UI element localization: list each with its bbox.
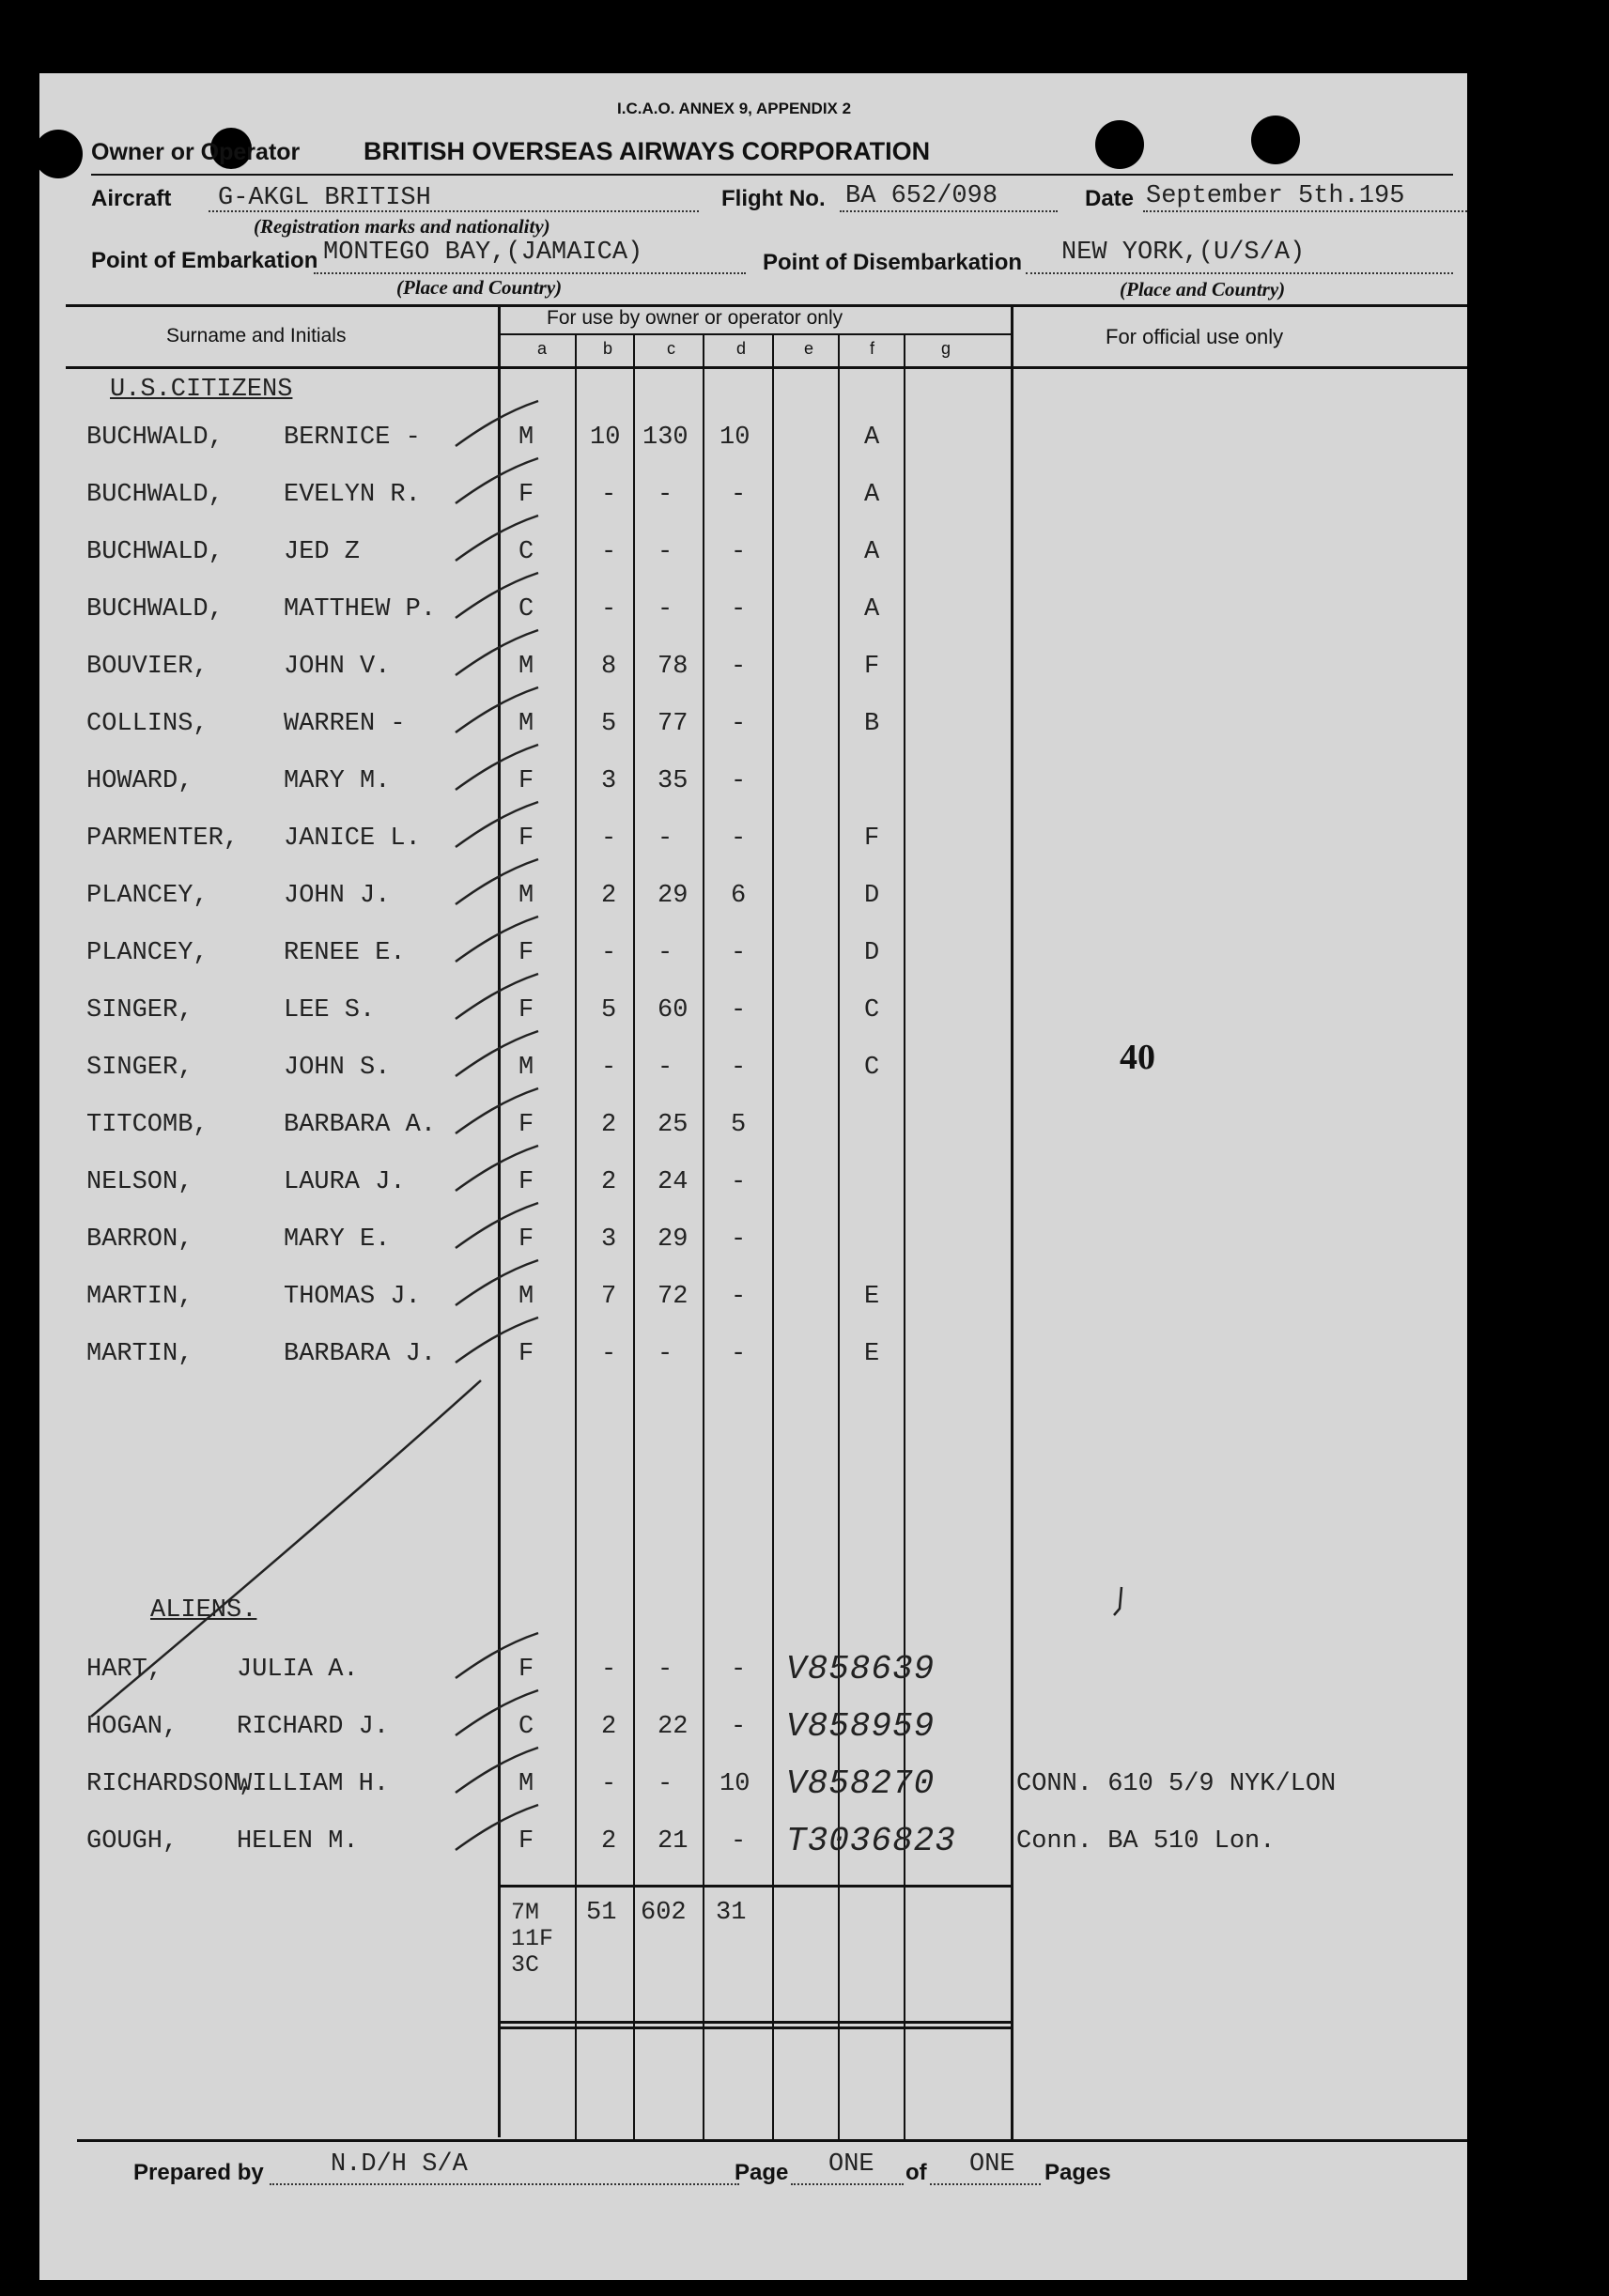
col-b-cell: - bbox=[601, 939, 617, 967]
surname-cell: MARTIN, bbox=[86, 1283, 193, 1311]
given-name-cell: RENEE E. bbox=[284, 939, 406, 967]
col-f-cell: A bbox=[864, 424, 880, 452]
totals-rule bbox=[498, 1885, 1013, 1888]
col-c-cell: 24 bbox=[658, 1168, 688, 1196]
total-d: 31 bbox=[716, 1899, 747, 1927]
surname-cell: BARRON, bbox=[86, 1225, 193, 1254]
footer-rule bbox=[77, 2139, 1467, 2142]
connection-note: Conn. BA 510 Lon. bbox=[1016, 1827, 1276, 1856]
given-name-cell: BARBARA A. bbox=[284, 1111, 437, 1139]
alien-row bbox=[39, 1764, 1467, 1808]
surname-cell: PLANCEY, bbox=[86, 882, 209, 910]
column-letter-c: c bbox=[667, 339, 675, 358]
sex-cell: F bbox=[518, 1225, 534, 1254]
column-letter-g: g bbox=[941, 339, 951, 358]
date-value: September 5th.195 bbox=[1146, 182, 1405, 210]
col-c-cell: - bbox=[658, 1656, 673, 1684]
dotted-line bbox=[791, 2183, 904, 2185]
surname-cell: PLANCEY, bbox=[86, 939, 209, 967]
check-mark bbox=[448, 512, 542, 568]
surname-cell: BOUVIER, bbox=[86, 653, 209, 681]
given-name-cell: BARBARA J. bbox=[284, 1340, 437, 1368]
col-owner-group: For use by owner or operator only bbox=[547, 307, 843, 329]
col-d-cell: - bbox=[731, 939, 747, 967]
given-name-cell: LAURA J. bbox=[284, 1168, 406, 1196]
check-mark bbox=[448, 626, 542, 683]
sex-cell: M bbox=[518, 710, 534, 738]
col-c-cell: - bbox=[658, 538, 673, 566]
col-c-cell: 60 bbox=[658, 996, 688, 1025]
check-mark bbox=[448, 913, 542, 969]
check-mark bbox=[448, 1199, 542, 1256]
col-b-cell: 2 bbox=[601, 1168, 617, 1196]
col-b-cell: - bbox=[601, 824, 617, 853]
sex-cell: C bbox=[518, 1713, 534, 1741]
col-b-cell: - bbox=[601, 1770, 617, 1798]
sex-cell: F bbox=[518, 1111, 534, 1139]
col-d-cell: - bbox=[731, 824, 747, 853]
date-label: Date bbox=[1085, 186, 1135, 211]
citizen-row bbox=[39, 1283, 1467, 1320]
col-f-cell: C bbox=[864, 996, 880, 1025]
citizen-row bbox=[39, 1225, 1467, 1263]
sex-cell: F bbox=[518, 1168, 534, 1196]
citizen-row bbox=[39, 710, 1467, 747]
check-mark bbox=[448, 970, 542, 1026]
check-mark bbox=[448, 1027, 542, 1084]
total-a-child: 3C bbox=[511, 1951, 540, 1979]
surname-cell: HOWARD, bbox=[86, 767, 193, 795]
aircraft-caption: (Registration marks and nationality) bbox=[254, 215, 550, 238]
sex-cell: F bbox=[518, 824, 534, 853]
col-d-cell: - bbox=[731, 1656, 747, 1684]
given-name-cell: JOHN J. bbox=[284, 882, 391, 910]
given-name-cell: BERNICE - bbox=[284, 424, 421, 452]
col-c-cell: 130 bbox=[642, 424, 688, 452]
citizen-row bbox=[39, 424, 1467, 461]
surname-cell: BUCHWALD, bbox=[86, 538, 224, 566]
dotted-line bbox=[270, 2183, 739, 2185]
col-c-cell: 78 bbox=[658, 653, 688, 681]
col-d-cell: - bbox=[731, 1054, 747, 1082]
col-f-cell: A bbox=[864, 538, 880, 566]
surname-cell: BUCHWALD, bbox=[86, 481, 224, 509]
column-letter-a: a bbox=[537, 339, 548, 358]
sex-cell: F bbox=[518, 1340, 534, 1368]
col-f-cell: A bbox=[864, 595, 880, 624]
col-b-cell: 2 bbox=[601, 1713, 617, 1741]
surname-cell: MARTIN, bbox=[86, 1340, 193, 1368]
citizen-row bbox=[39, 653, 1467, 690]
rule bbox=[91, 174, 1453, 176]
given-name-cell: MATTHEW P. bbox=[284, 595, 437, 624]
given-name-cell: JOHN S. bbox=[284, 1054, 391, 1082]
surname-cell: SINGER, bbox=[86, 996, 193, 1025]
col-official: For official use only bbox=[1106, 325, 1284, 348]
totals-double-rule bbox=[498, 2026, 1013, 2029]
col-b-cell: - bbox=[601, 1054, 617, 1082]
given-name-cell: WILLIAM H. bbox=[237, 1770, 390, 1798]
col-f-cell: D bbox=[864, 939, 880, 967]
aircraft-value: G-AKGL BRITISH bbox=[218, 184, 431, 212]
given-name-cell: MARY M. bbox=[284, 767, 391, 795]
col-d-cell: - bbox=[731, 595, 747, 624]
of-value: ONE bbox=[969, 2150, 1015, 2179]
handwritten-visa-number: T3036823 bbox=[786, 1822, 956, 1860]
check-mark bbox=[448, 1256, 542, 1313]
citizen-row bbox=[39, 481, 1467, 518]
col-f-cell: E bbox=[864, 1340, 880, 1368]
total-a-female: 11F bbox=[511, 1925, 554, 1952]
flight-label: Flight No. bbox=[721, 186, 826, 211]
col-d-cell: - bbox=[731, 996, 747, 1025]
col-d-cell: 10 bbox=[719, 424, 750, 452]
sex-cell: M bbox=[518, 1054, 534, 1082]
col-b-cell: 2 bbox=[601, 1827, 617, 1856]
check-mark bbox=[448, 1085, 542, 1141]
sex-cell: M bbox=[518, 1283, 534, 1311]
col-c-cell: - bbox=[658, 824, 673, 853]
col-b-cell: 7 bbox=[601, 1283, 617, 1311]
given-name-cell: MARY E. bbox=[284, 1225, 391, 1254]
owner-value: BRITISH OVERSEAS AIRWAYS CORPORATION bbox=[364, 137, 931, 165]
col-b-cell: 10 bbox=[590, 424, 621, 452]
col-b-cell: 5 bbox=[601, 996, 617, 1025]
check-mark bbox=[448, 397, 542, 454]
pen-mark bbox=[1110, 1585, 1129, 1623]
check-mark bbox=[448, 1687, 542, 1743]
sex-cell: C bbox=[518, 538, 534, 566]
col-c-cell: 21 bbox=[658, 1827, 688, 1856]
surname-cell: RICHARDSON, bbox=[86, 1770, 255, 1798]
alien-row bbox=[39, 1822, 1467, 1865]
col-surname: Surname and Initials bbox=[166, 325, 347, 347]
prepared-label: Prepared by bbox=[133, 2160, 264, 2185]
alien-row bbox=[39, 1707, 1467, 1750]
sex-cell: M bbox=[518, 1770, 534, 1798]
surname-cell: BUCHWALD, bbox=[86, 595, 224, 624]
surname-cell: TITCOMB, bbox=[86, 1111, 209, 1139]
col-d-cell: - bbox=[731, 1225, 747, 1254]
check-mark bbox=[448, 684, 542, 740]
handwritten-visa-number: V858639 bbox=[786, 1650, 936, 1688]
col-b-cell: 2 bbox=[601, 882, 617, 910]
total-a-male: 7M bbox=[511, 1899, 540, 1926]
col-c-cell: 35 bbox=[658, 767, 688, 795]
page-label: Page bbox=[735, 2160, 789, 2185]
col-c-cell: 29 bbox=[658, 1225, 688, 1254]
given-name-cell: JANICE L. bbox=[284, 824, 421, 853]
given-name-cell: RICHARD J. bbox=[237, 1713, 390, 1741]
col-b-cell: - bbox=[601, 1340, 617, 1368]
column-letter-d: d bbox=[736, 339, 747, 358]
handwritten-visa-number: V858270 bbox=[786, 1764, 936, 1803]
totals-double-rule bbox=[498, 2021, 1013, 2024]
dotted-line bbox=[840, 210, 1058, 212]
connection-note: CONN. 610 5/9 NYK/LON bbox=[1016, 1770, 1337, 1798]
dotted-line bbox=[1026, 272, 1453, 274]
citizen-row bbox=[39, 1168, 1467, 1206]
column-letter-f: f bbox=[870, 339, 875, 358]
col-c-cell: - bbox=[658, 595, 673, 624]
sex-cell: M bbox=[518, 653, 534, 681]
citizen-row bbox=[39, 1111, 1467, 1148]
col-f-cell: F bbox=[864, 653, 880, 681]
col-c-cell: - bbox=[658, 939, 673, 967]
citizen-row bbox=[39, 1340, 1467, 1378]
col-d-cell: - bbox=[731, 1283, 747, 1311]
col-f-cell: A bbox=[864, 481, 880, 509]
surname-cell: GOUGH, bbox=[86, 1827, 178, 1856]
col-f-cell: B bbox=[864, 710, 880, 738]
total-b: 51 bbox=[586, 1899, 617, 1927]
citizen-row bbox=[39, 767, 1467, 805]
prepared-value: N.D/H S/A bbox=[331, 2150, 468, 2179]
col-b-cell: 5 bbox=[601, 710, 617, 738]
page-value: ONE bbox=[828, 2150, 874, 2179]
embark-value: MONTEGO BAY,(JAMAICA) bbox=[323, 239, 643, 267]
embark-label: Point of Embarkation bbox=[91, 248, 318, 273]
col-c-cell: 22 bbox=[658, 1713, 688, 1741]
check-mark bbox=[448, 569, 542, 625]
col-d-cell: - bbox=[731, 538, 747, 566]
surname-cell: PARMENTER, bbox=[86, 824, 240, 853]
dotted-line bbox=[314, 272, 746, 274]
col-b-cell: 2 bbox=[601, 1111, 617, 1139]
col-c-cell: - bbox=[658, 481, 673, 509]
check-mark bbox=[448, 855, 542, 912]
aliens-heading: ALIENS. bbox=[150, 1596, 257, 1625]
col-d-cell: - bbox=[731, 481, 747, 509]
sex-cell: M bbox=[518, 882, 534, 910]
col-f-cell: F bbox=[864, 824, 880, 853]
surname-cell: NELSON, bbox=[86, 1168, 193, 1196]
given-name-cell: HELEN M. bbox=[237, 1827, 359, 1856]
table-header-rule bbox=[66, 366, 1467, 369]
sex-cell: M bbox=[518, 424, 534, 452]
column-rule bbox=[1011, 306, 1013, 2142]
col-b-cell: - bbox=[601, 481, 617, 509]
surname-cell: SINGER, bbox=[86, 1054, 193, 1082]
check-mark bbox=[448, 455, 542, 511]
col-c-cell: 72 bbox=[658, 1283, 688, 1311]
col-b-cell: - bbox=[601, 1656, 617, 1684]
check-mark bbox=[448, 1629, 542, 1686]
aircraft-label: Aircraft bbox=[91, 186, 172, 211]
dotted-line bbox=[930, 2183, 1041, 2185]
us-citizens-heading: U.S.CITIZENS bbox=[110, 376, 293, 404]
col-f-cell: C bbox=[864, 1054, 880, 1082]
col-d-cell: - bbox=[731, 1713, 747, 1741]
col-d-cell: - bbox=[731, 1827, 747, 1856]
dotted-line bbox=[1143, 210, 1467, 212]
citizen-row bbox=[39, 939, 1467, 977]
pages-label: Pages bbox=[1044, 2160, 1111, 2185]
alien-row bbox=[39, 1650, 1467, 1693]
col-f-cell: E bbox=[864, 1283, 880, 1311]
check-mark bbox=[448, 1744, 542, 1800]
col-c-cell: - bbox=[658, 1340, 673, 1368]
col-b-cell: 8 bbox=[601, 653, 617, 681]
col-b-cell: 3 bbox=[601, 1225, 617, 1254]
check-mark bbox=[448, 1142, 542, 1198]
col-f-cell: D bbox=[864, 882, 880, 910]
disembark-label: Point of Disembarkation bbox=[763, 250, 1023, 275]
citizen-row bbox=[39, 1054, 1467, 1091]
punch-hole bbox=[1095, 120, 1144, 169]
sex-cell: F bbox=[518, 481, 534, 509]
manifest-page bbox=[39, 73, 1467, 2280]
flight-value: BA 652/098 bbox=[845, 182, 998, 210]
handwritten-visa-number: V858959 bbox=[786, 1707, 936, 1746]
sex-cell: F bbox=[518, 1656, 534, 1684]
embark-caption: (Place and Country) bbox=[396, 276, 563, 299]
surname-cell: BUCHWALD, bbox=[86, 424, 224, 452]
surname-cell: COLLINS, bbox=[86, 710, 209, 738]
given-name-cell: EVELYN R. bbox=[284, 481, 421, 509]
total-c: 602 bbox=[641, 1899, 687, 1927]
owner-label: Owner or Operator bbox=[91, 139, 301, 165]
citizen-row bbox=[39, 996, 1467, 1034]
col-d-cell: 5 bbox=[731, 1111, 747, 1139]
form-reference: I.C.A.O. ANNEX 9, APPENDIX 2 bbox=[617, 100, 852, 117]
col-d-cell: - bbox=[731, 710, 747, 738]
sex-cell: F bbox=[518, 1827, 534, 1856]
citizen-row bbox=[39, 538, 1467, 576]
check-mark bbox=[448, 741, 542, 797]
col-d-cell: - bbox=[731, 1168, 747, 1196]
col-b-cell: - bbox=[601, 538, 617, 566]
sex-cell: F bbox=[518, 767, 534, 795]
col-d-cell: - bbox=[731, 767, 747, 795]
surname-cell: HOGAN, bbox=[86, 1713, 178, 1741]
given-name-cell: LEE S. bbox=[284, 996, 376, 1025]
of-label: of bbox=[905, 2160, 927, 2185]
col-d-cell: 6 bbox=[731, 882, 747, 910]
col-d-cell: - bbox=[731, 653, 747, 681]
check-mark bbox=[448, 1801, 542, 1857]
punch-hole bbox=[34, 130, 83, 178]
citizen-row bbox=[39, 595, 1467, 633]
col-d-cell: 10 bbox=[719, 1770, 750, 1798]
citizen-row bbox=[39, 824, 1467, 862]
column-letter-b: b bbox=[603, 339, 613, 358]
citizen-row bbox=[39, 882, 1467, 919]
check-mark bbox=[448, 798, 542, 855]
given-name-cell: THOMAS J. bbox=[284, 1283, 421, 1311]
given-name-cell: JED Z bbox=[284, 538, 361, 566]
col-d-cell: - bbox=[731, 1340, 747, 1368]
sex-cell: F bbox=[518, 939, 534, 967]
sex-cell: F bbox=[518, 996, 534, 1025]
given-name-cell: JULIA A. bbox=[237, 1656, 359, 1684]
official-number: 40 bbox=[1120, 1038, 1155, 1077]
column-letter-e: e bbox=[804, 339, 814, 358]
col-b-cell: - bbox=[601, 595, 617, 624]
col-c-cell: 77 bbox=[658, 710, 688, 738]
col-c-cell: 29 bbox=[658, 882, 688, 910]
sex-cell: C bbox=[518, 595, 534, 624]
surname-cell: HART, bbox=[86, 1656, 163, 1684]
given-name-cell: WARREN - bbox=[284, 710, 406, 738]
disembark-caption: (Place and Country) bbox=[1120, 278, 1286, 300]
col-c-cell: - bbox=[658, 1770, 673, 1798]
given-name-cell: JOHN V. bbox=[284, 653, 391, 681]
col-c-cell: - bbox=[658, 1054, 673, 1082]
check-mark bbox=[448, 1314, 542, 1370]
col-c-cell: 25 bbox=[658, 1111, 688, 1139]
punch-hole bbox=[1251, 116, 1300, 164]
col-b-cell: 3 bbox=[601, 767, 617, 795]
disembark-value: NEW YORK,(U/S/A) bbox=[1061, 239, 1306, 267]
